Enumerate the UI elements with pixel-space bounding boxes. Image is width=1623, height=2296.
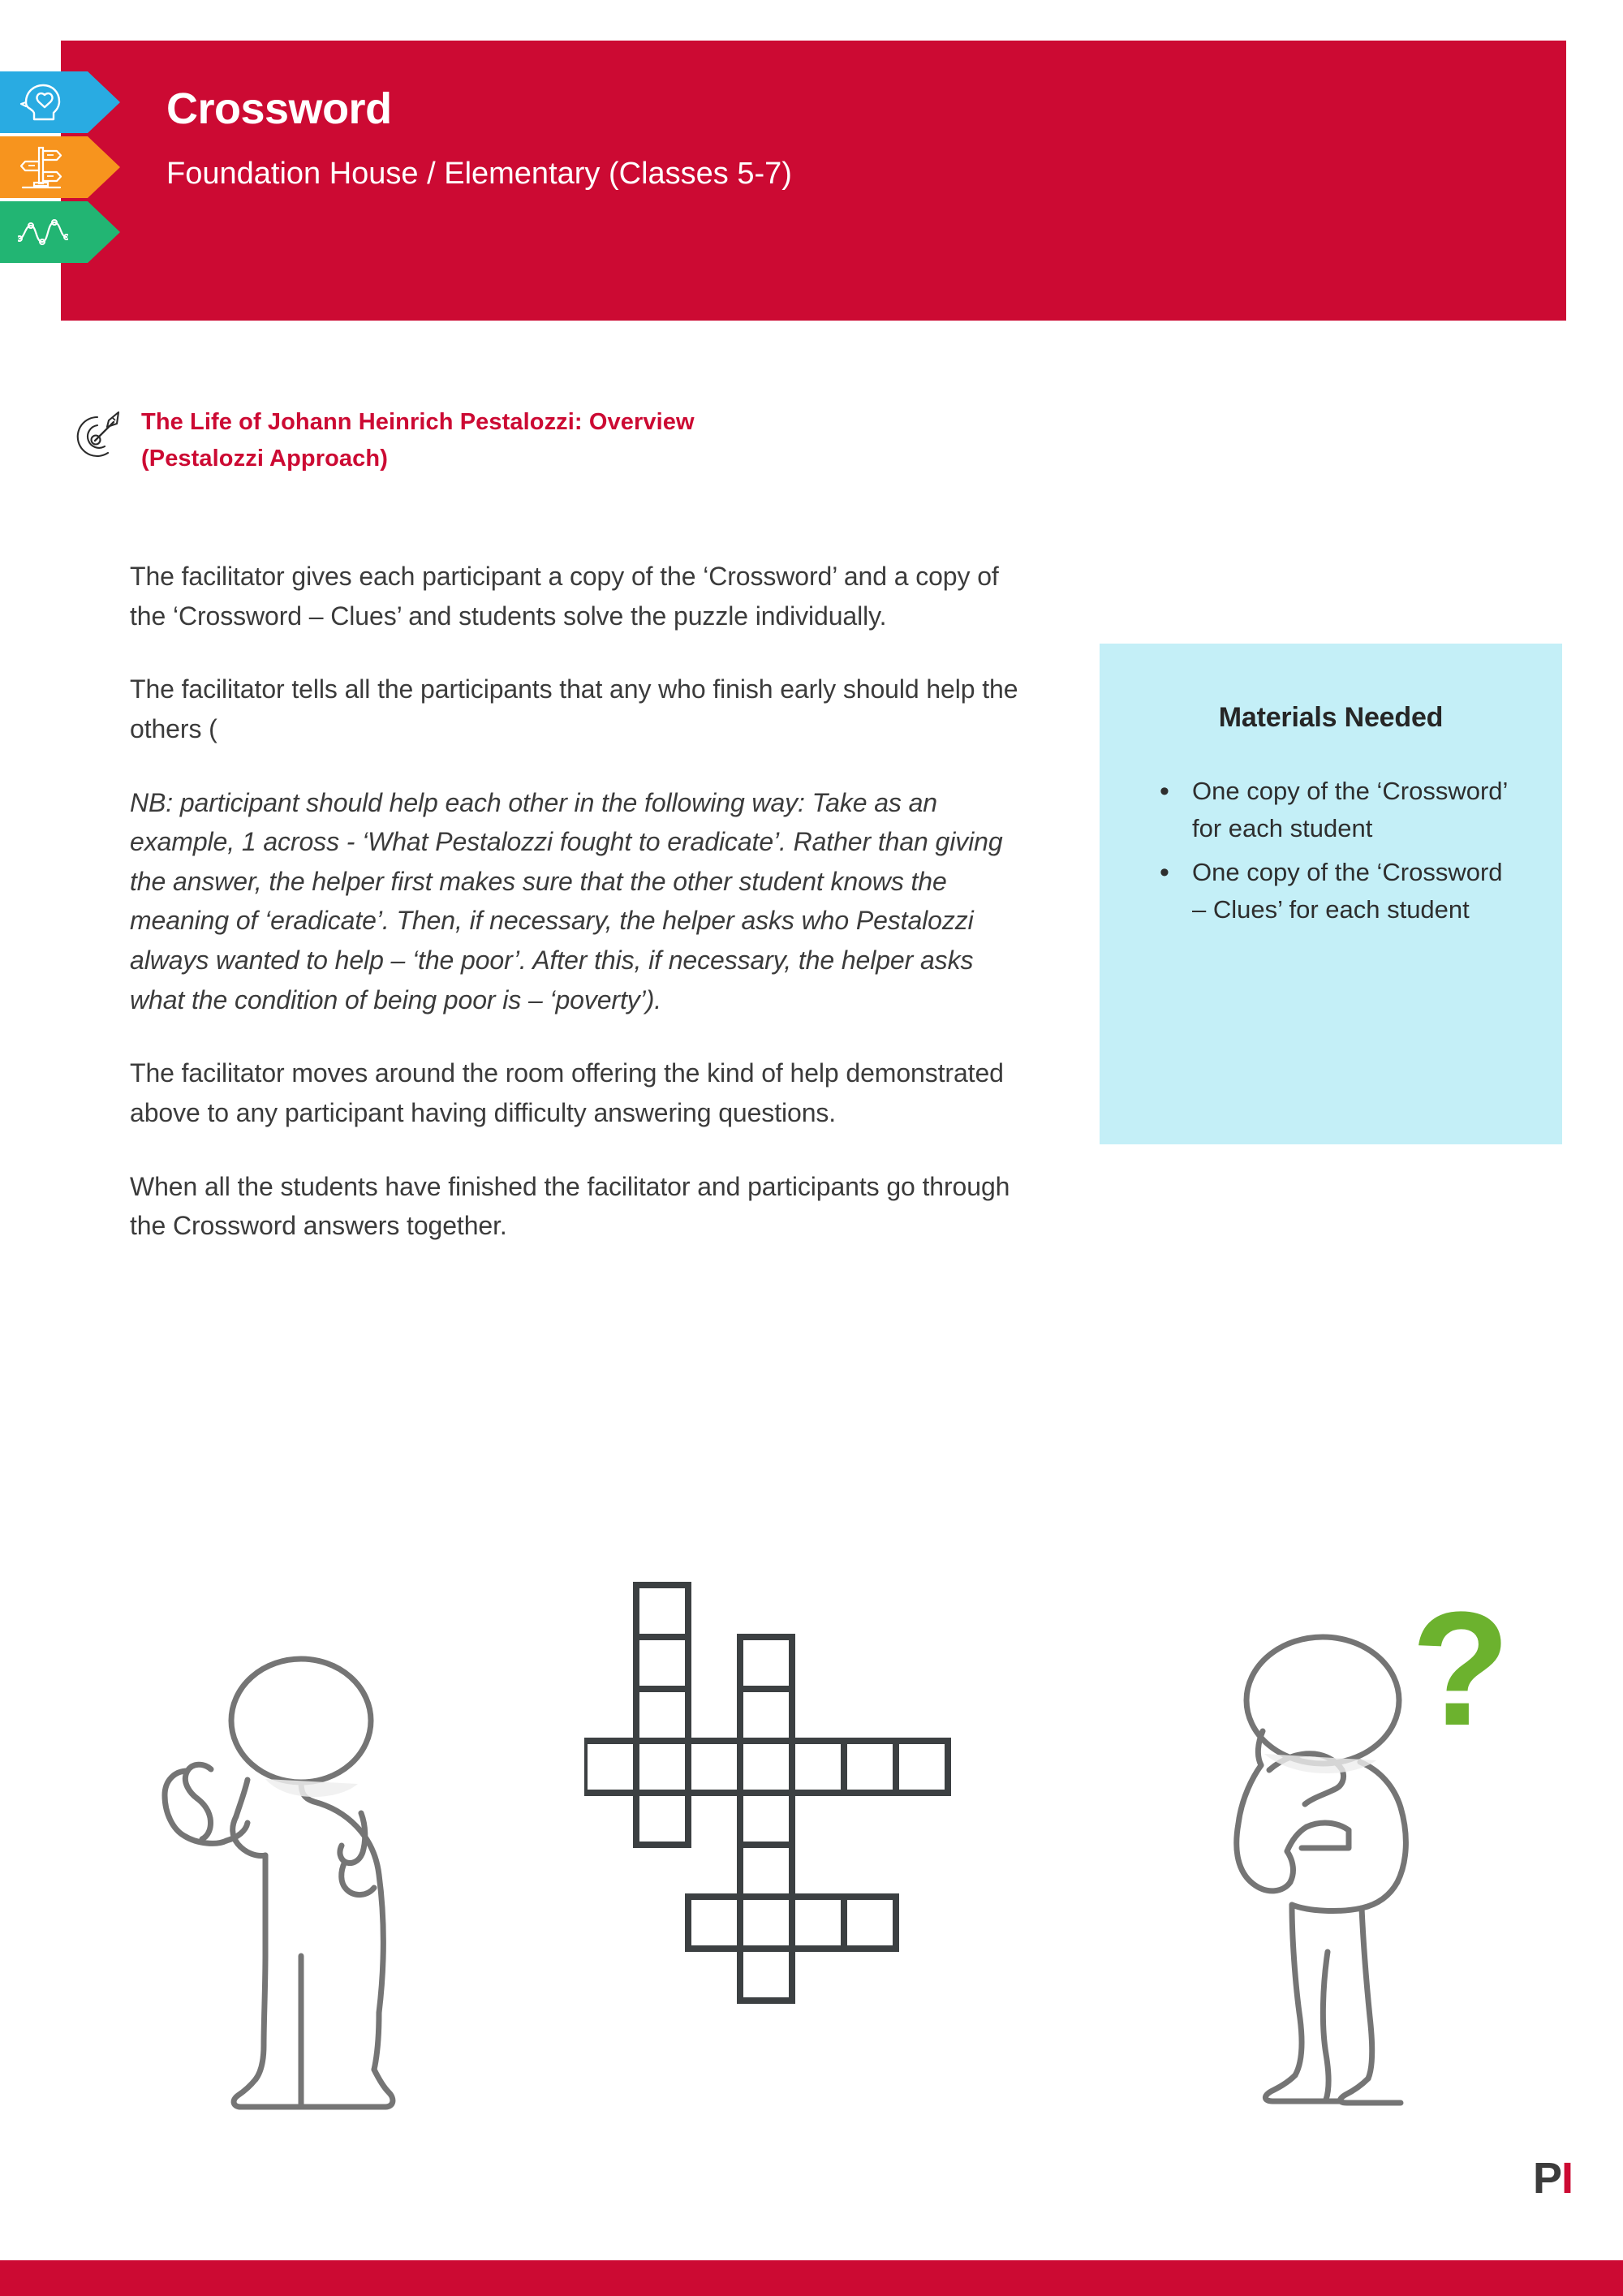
materials-list-item: • One copy of the ‘Crossword’ for each student xyxy=(1145,773,1517,847)
paragraph-2: The facilitator tells all the participants that any who finish early should help the others ( xyxy=(130,674,1018,743)
pi-logo xyxy=(1532,2154,1573,2203)
section-title-line2: (Pestalozzi Approach) xyxy=(141,445,388,472)
wave-graph-icon xyxy=(18,214,68,250)
thinking-person-illustration xyxy=(1217,1603,1542,2106)
crossword-grid-illustration xyxy=(584,1579,1006,2074)
illustration-row xyxy=(0,1566,1623,2199)
instructions-column xyxy=(130,557,1022,1280)
logo-letter-i: I xyxy=(1561,2154,1573,2203)
target-dart-icon xyxy=(73,411,123,467)
badge-stack xyxy=(0,71,122,266)
materials-heading: Materials Needed xyxy=(1218,702,1444,733)
page-title: Crossword xyxy=(166,84,392,133)
head-heart-icon xyxy=(18,81,65,123)
badge-signpost xyxy=(0,136,120,198)
materials-needed-box xyxy=(1100,644,1562,1144)
thumbs-up-person-illustration xyxy=(142,1631,418,2118)
footer-bar xyxy=(0,2260,1623,2296)
page-subtitle: Foundation House / Elementary (Classes 5-7) xyxy=(166,157,792,191)
paragraph-4: The facilitator moves around the room offering the kind of help demonstrated above to any participant having difficulty answering questions. xyxy=(130,1058,1004,1127)
paragraph-1: The facilitator gives each participant a copy of the ‘Crossword’ and a copy of the ‘Crossword – Clues’ and students solve the puzzle individually. xyxy=(130,562,999,631)
section-title-line1: The Life of Johann Heinrich Pestalozzi: Overview xyxy=(141,409,695,435)
paragraph-5: When all the students have finished the facilitator and participants go through the Crossword answers together. xyxy=(130,1171,1010,1241)
logo-letter-p: P xyxy=(1532,2154,1561,2203)
question-mark-icon: ? xyxy=(1410,1603,1511,1760)
materials-list-item: • One copy of the ‘Crossword – Clues’ for each student xyxy=(1145,854,1517,928)
badge-head-heart xyxy=(0,71,120,133)
signpost-icon xyxy=(18,144,65,190)
badge-wave-graph xyxy=(0,201,120,263)
section-heading xyxy=(73,404,1047,477)
paragraph-3-note: NB: participant should help each other in the following way: Take as an example, 1 across - ‘What Pestalozzi fought to eradicate’. Rather than giving the answer, the helper first makes sure that the other student knows the meaning of ‘eradicate’. Then, if necessary, the helper asks who Pestalozzi always wanted to help – ‘the poor’. After this, if necessary, the helper asks what the condition of being poor is – ‘poverty’). xyxy=(130,787,1003,1014)
section-title-text xyxy=(141,404,695,477)
materials-list xyxy=(1145,773,1517,928)
